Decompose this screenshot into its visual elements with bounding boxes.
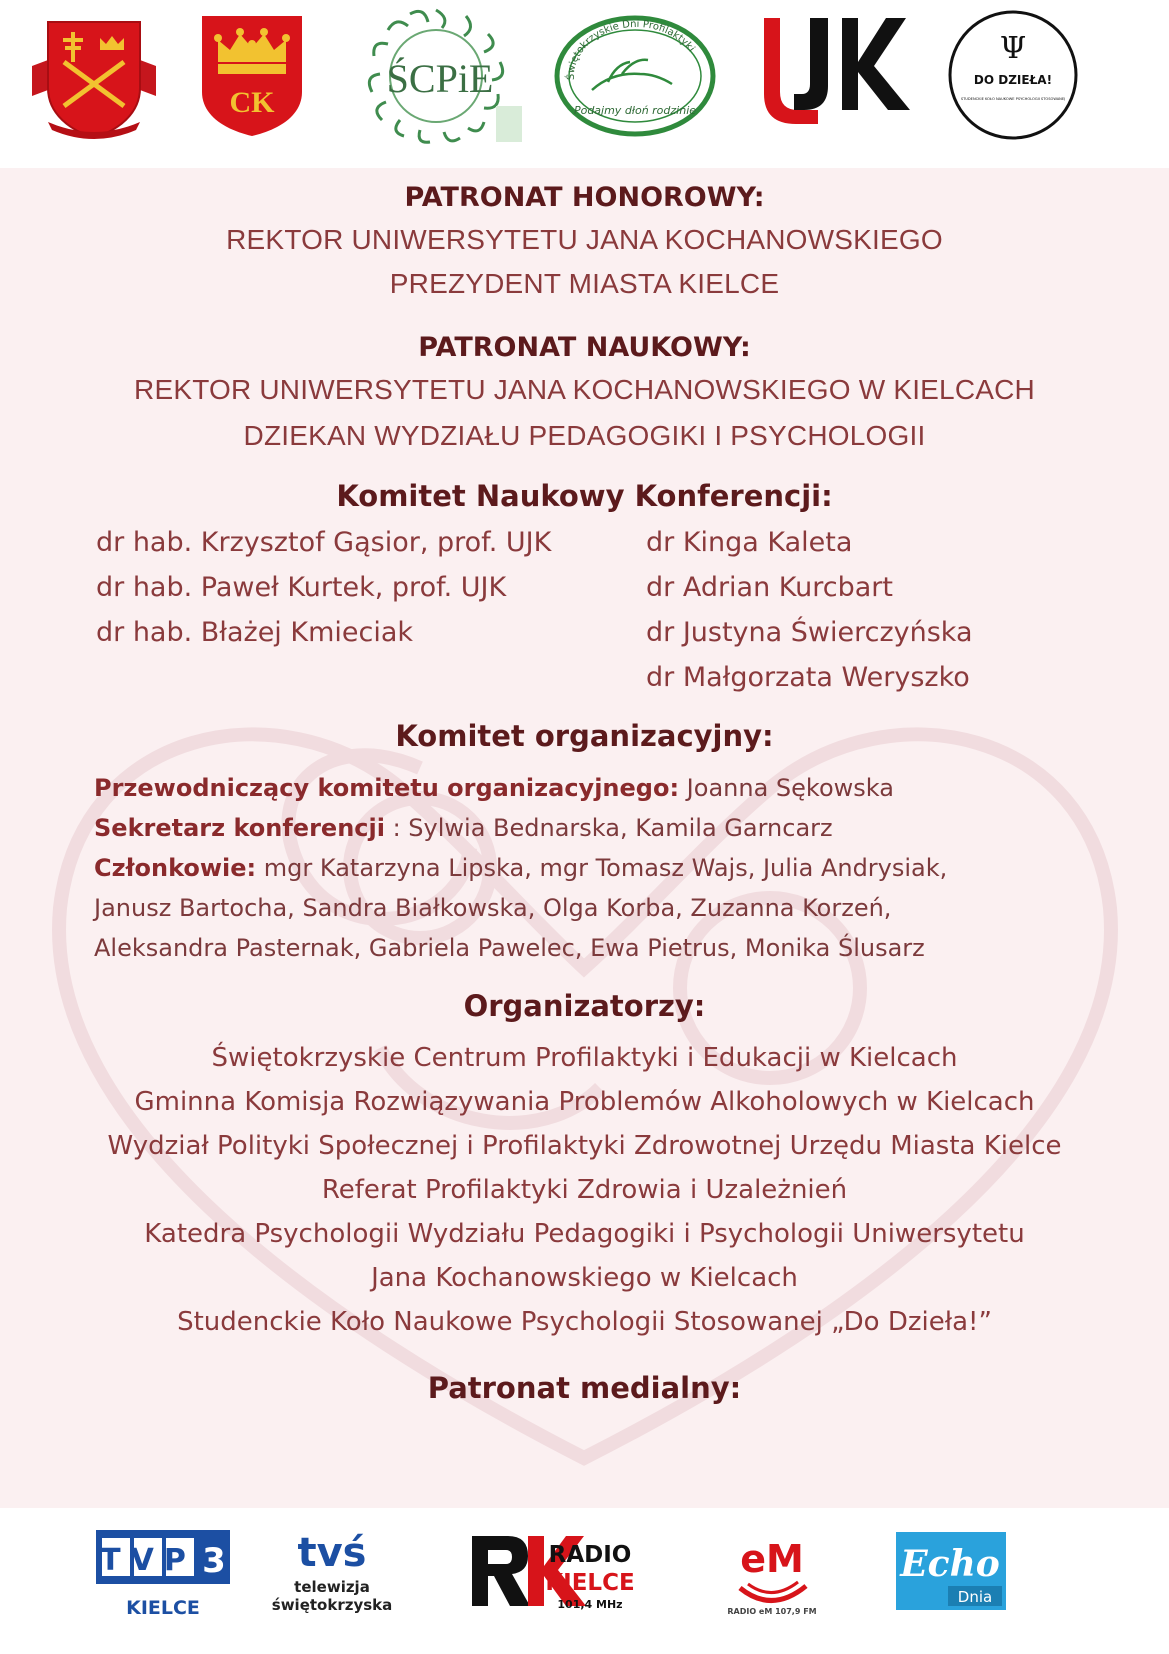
members-line: Aleksandra Pasternak, Gabriela Pawelec, Ewa Pietrus, Monika Ślusarz	[94, 934, 925, 962]
honorowy-line-1: REKTOR UNIWERSYTETU JANA KOCHANOWSKIEGO	[226, 224, 943, 255]
naukowy-line-1: REKTOR UNIWERSYTETU JANA KOCHANOWSKIEGO W KIELCACH	[134, 374, 1035, 405]
ujk-logo	[758, 14, 918, 130]
komitet-org-details	[94, 768, 1094, 968]
radio-em-logo	[710, 1522, 836, 1618]
chair-value: Joanna Sękowska	[679, 774, 894, 802]
radio-kielce-frequency: 101,4 MHz	[557, 1598, 623, 1611]
honorowy-heading: PATRONAT HONOROWY:	[404, 182, 765, 213]
swietokrzyskie-dni-profilaktyki-logo	[552, 12, 718, 140]
organizer-item: Wydział Polityki Społecznej i Profilaktyki Zdrowotnej Urzędu Miasta Kielce	[107, 1131, 1062, 1161]
komitet-naukowy-member: dr hab. Paweł Kurtek, prof. UJK	[96, 572, 507, 603]
members-label: Członkowie:	[94, 854, 257, 882]
radio-kielce-line-1: RADIO	[548, 1542, 632, 1568]
komitet-naukowy-member: dr Justyna Świerczyńska	[646, 617, 973, 648]
komitet-org-heading: Komitet organizacyjny:	[395, 719, 774, 753]
echo-dnia-logo	[896, 1532, 1006, 1610]
organizer-item: Świętokrzyskie Centrum Profilaktyki i Edukacji w Kielcach	[211, 1043, 958, 1073]
organizatorzy-list	[0, 1036, 1169, 1344]
organizer-item: Katedra Psychologii Wydziału Pedagogiki i Psychologii Uniwersytetu	[144, 1219, 1025, 1249]
tvp3-kielce-logo	[96, 1530, 230, 1620]
komitet-naukowy-member: dr hab. Krzysztof Gąsior, prof. UJK	[96, 527, 552, 558]
tvs-text: tvś	[297, 1530, 367, 1576]
komitet-naukowy-member: dr hab. Błażej Kmieciak	[96, 617, 414, 648]
powiat-crest-logo	[28, 14, 160, 142]
scpe-logo-text: ŚCPiE	[386, 56, 494, 101]
members-value: mgr Katarzyna Lipska, mgr Tomasz Wajs, Julia Andrysiak,	[256, 854, 948, 882]
tvp-number: 3	[202, 1541, 226, 1581]
radio-kielce-line-2: KIELCE	[545, 1570, 635, 1596]
komitet-naukowy-member: dr Małgorzata Weryszko	[646, 662, 970, 693]
tvs-line-2: świętokrzyska	[272, 1596, 393, 1614]
sdp-arc-text: Świętokrzyskie Dni Profilaktyki	[565, 18, 697, 81]
komitet-naukowy-right-column	[646, 520, 973, 700]
komitet-naukowy-left-column	[96, 520, 551, 655]
echo-subtitle: Dnia	[957, 1588, 993, 1606]
komitet-naukowy-member: dr Adrian Kurcbart	[646, 572, 893, 603]
organizer-item: Gminna Komisja Rozwiązywania Problemów Alkoholowych w Kielcach	[134, 1087, 1035, 1117]
tvs-logo	[272, 1520, 402, 1620]
tvp-city: KIELCE	[126, 1597, 200, 1619]
members-line	[94, 848, 1094, 888]
organizatorzy-heading: Organizatorzy:	[463, 989, 706, 1023]
psi-icon: Ψ	[999, 31, 1027, 66]
sdp-tagline: Podajmy dłoń rodzinie	[573, 104, 697, 117]
ck-logo-text: CK	[229, 86, 275, 119]
kielce-city-crest-logo	[200, 14, 304, 138]
media-logo-strip	[0, 1508, 1169, 1654]
secretary-line	[94, 808, 1094, 848]
organizer-item: Studenckie Koło Naukowe Psychologii Stosowanej „Do Dzieła!”	[177, 1307, 992, 1337]
do-dziela-logo	[946, 8, 1080, 142]
organizer-item: Jana Kochanowskiego w Kielcach	[371, 1263, 798, 1293]
medialny-heading: Patronat medialny:	[427, 1371, 742, 1405]
em-subtitle: RADIO eM 107,9 FM	[727, 1607, 817, 1616]
chair-label: Przewodniczący komitetu organizacyjnego:	[94, 774, 680, 802]
scpe-logo	[356, 6, 526, 146]
tvp-text: TVP	[100, 1543, 196, 1578]
do-dziela-subtitle: STUDENCKIE KOŁO NAUKOWE PSYCHOLOGII STOSOWANEJ	[960, 97, 1066, 101]
naukowy-heading: PATRONAT NAUKOWY:	[418, 332, 751, 363]
echo-text: Echo	[900, 1543, 1000, 1585]
organizer-item: Referat Profilaktyki Zdrowia i Uzależnień	[321, 1175, 848, 1205]
chair-line	[94, 768, 1094, 808]
do-dziela-title: DO DZIEŁA!	[973, 73, 1053, 87]
radio-kielce-logo	[468, 1526, 638, 1616]
komitet-naukowy-member: dr Kinga Kaleta	[646, 527, 853, 558]
tvs-line-1: telewizja	[294, 1578, 370, 1596]
secretary-label: Sekretarz konferencji	[94, 814, 385, 842]
em-text: eM	[740, 1537, 804, 1581]
secretary-value: : Sylwia Bednarska, Kamila Garncarz	[384, 814, 833, 842]
naukowy-line-2: DZIEKAN WYDZIAŁU PEDAGOGIKI I PSYCHOLOGII	[243, 420, 926, 451]
komitet-naukowy-heading: Komitet Naukowy Konferencji:	[336, 479, 833, 513]
members-line: Janusz Bartocha, Sandra Białkowska, Olga Korba, Zuzanna Korzeń,	[94, 894, 892, 922]
honorowy-line-2: PREZYDENT MIASTA KIELCE	[389, 268, 780, 299]
top-logo-strip	[0, 0, 1169, 168]
content-area	[0, 168, 1169, 1508]
